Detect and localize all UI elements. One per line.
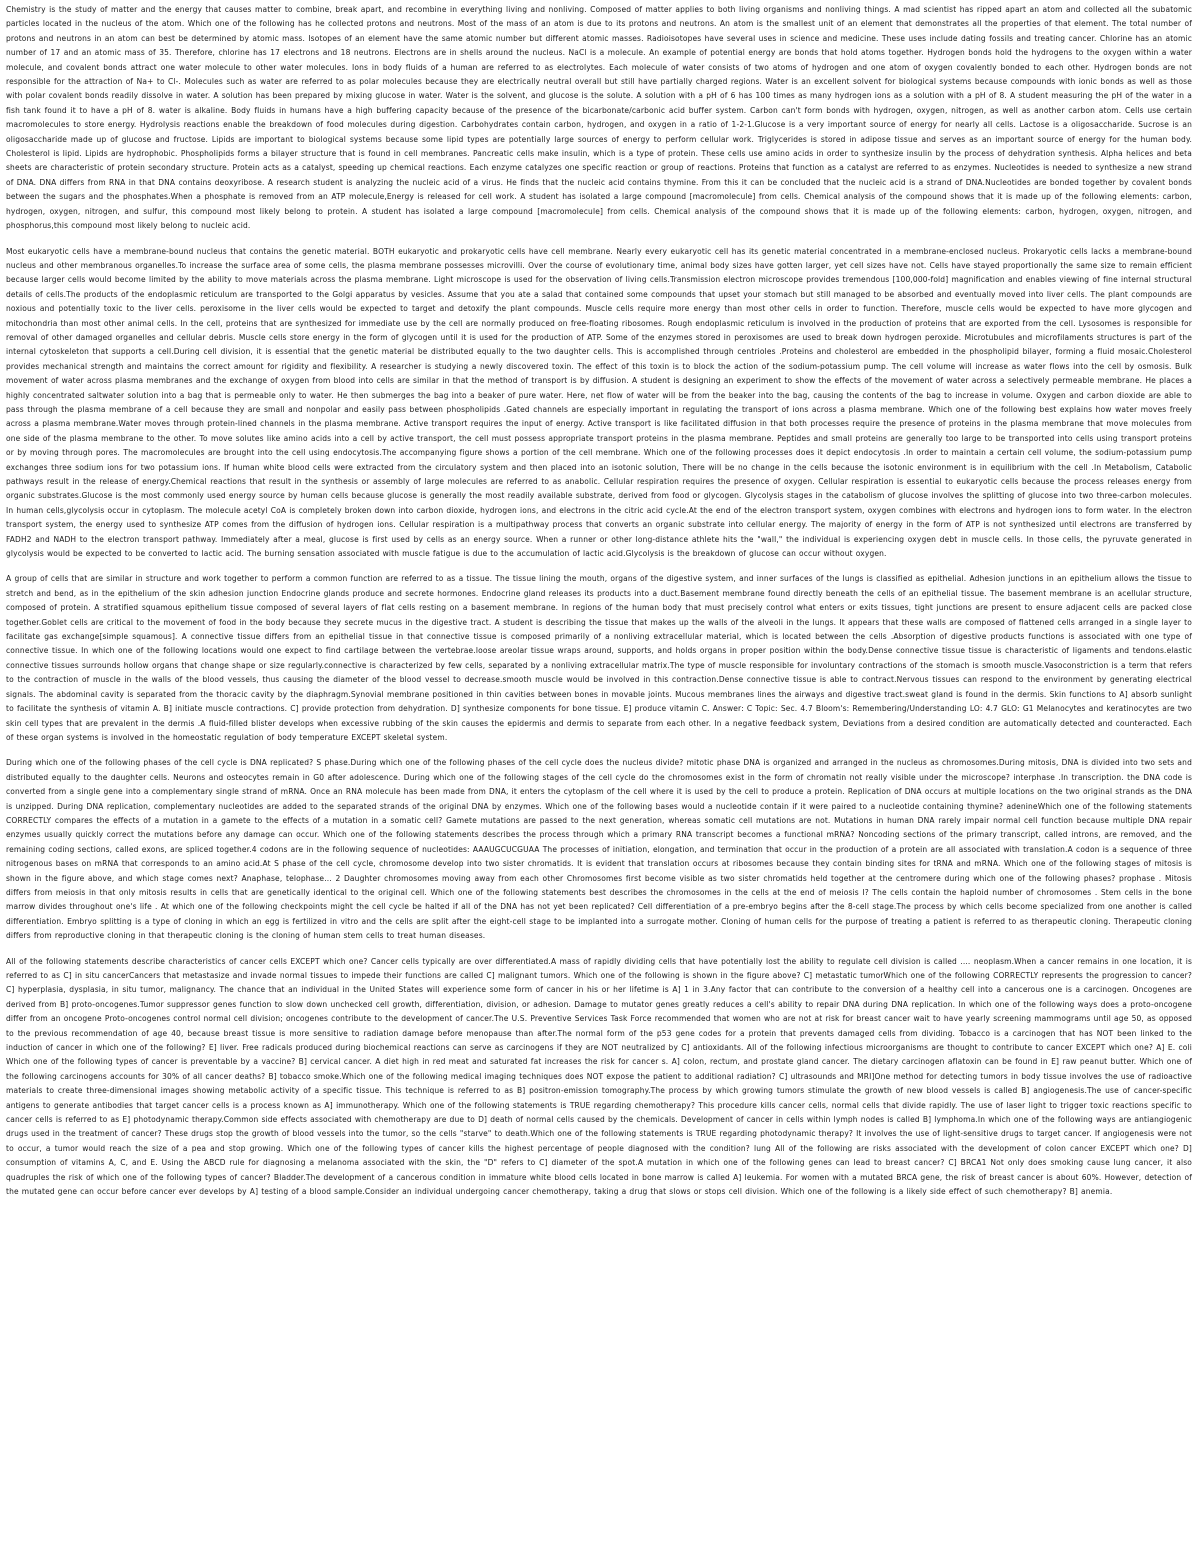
- paragraph-cancer: All of the following statements describe characteristics of cancer cells EXCEPT which one? Cancer cells typically are over differentiated.A mass of rapidly dividing cells that have potentially lost the ability to regulate cell division is called .... neoplasm.When a cancer remains in one location, it is referred to as C] in situ cancerCancers that metastasize and invade normal tissues to impede their functions are called C] malignant tumors. Which one of the following is shown in the figure above? C] metastatic tumorWhich one of the following CORRECTLY represents the progression to cancer? C] hyperplasia, dysplasia, in situ tumor, malignancy. The chance that an individual in the United States will experience some form of cancer in his or her lifetime is A] 1 in 3.Any factor that can contribute to the conversion of a healthy cell into a cancerous one is a carcinogen. Oncogenes are derived from B] proto-oncogenes.Tumor suppressor genes function to slow down unchecked cell growth, differentiation, division, or adhesion. Damage to mutator genes greatly reduces a cell's ability to repair DNA during DNA replication. In which one of the following ways does a proto-oncogene differ from an oncogene Proto-oncogenes control normal cell division; oncogenes contribute to the development of cancer.The U.S. Preventive Services Task Force recommended that women who are not at risk for breast cancer wait to have yearly screening mammograms until age 50, as opposed to the previous recommendation of age 40, because breast tissue is more sensitive to radiation damage before menopause than after.The normal form of the p53 gene codes for a protein that prevents damaged cells from dividing. Tobacco is a carcinogen that has NOT been linked to the induction of cancer in which one of the following? E] liver. Free radicals produced during biochemical reactions can serve as carcinogens if they are NOT neutralized by C] antioxidants. All of the following infectious microorganisms are thought to contribute to cancer EXCEPT which one? A] E. coli Which one of the following types of cancer is preventable by a vaccine? B] cervical cancer. A diet high in red meat and saturated fat increases the risk for cancer s. A] colon, rectum, and prostate gland cancer. The dietary carcinogen aflatoxin can be found in E] raw peanut butter. Which one of the following carcinogens accounts for 30% of all cancer deaths? B] tobacco smoke.Which one of the following medical imaging techniques does NOT expose the patient to additional radiation? C] ultrasounds and MRI]One method for detecting tumors in body tissue involves the use of radioactive materials to create three-dimensional images showing metabolic activity of a specific tissue. This technique is referred to as B] positron-emission tomography.The process by which growing tumors stimulate the growth of new blood vessels is called B] angiogenesis.The use of cancer-specific antigens to generate antibodies that target cancer cells is a process known as A] immunotherapy. Which one of the following statements is TRUE regarding chemotherapy? This procedure kills cancer cells, normal cells that divide rapidly. The use of laser light to trigger toxic reactions specific to cancer cells is referred to as E] photodynamic therapy.Common side effects associated with chemotherapy are due to D] death of normal cells caused by the chemicals. Development of cancer in cells within lymph nodes is called B] lymphoma.In which one of the following ways are antiangiogenic drugs used in the treatment of cancer? These drugs stop the growth of blood vessels into the tumor, so the cells "starve" to death.Which one of the following statements is TRUE regarding photodynamic therapy? It involves the use of light-sensitive drugs to target cancer. If angiogenesis were not to occur, a tumor would reach the size of a pea and stop growing. Which one of the following types of cancer kills the highest percentage of people diagnosed with the condition? lung All of the following are risks associated with the development of colon cancer EXCEPT which one? D] consumption of vitamins A, C, and E. Using the ABCD rule for diagnosing a melanoma associated with the skin, the "D" refers to C] diameter of the spot.A mutation in which one of the following genes can lead to breast cancer? C] BRCA1 Not only does smoking cause lung cancer, it also quadruples the risk of which one of the following types of cancer? Bladder.The development of a cancerous condition in immature white blood cells located in bone marrow is called A] leukemia. For women with a mutated BRCA gene, the risk of breast cancer is about 60%. However, detection of the mutated gene can occur before cancer ever develops by A] testing of a blood sample.Consider an individual undergoing cancer chemotherapy, taking a drug that slows or stops cell division. Which one of the following is a likely side effect of such chemotherapy? B] anemia.: [6, 956, 1192, 1197]
- paragraph-chemistry: Chemistry is the study of matter and the energy that causes matter to combine, break apart, and recombine in everything living and nonliving. Composed of matter applies to both living organisms and nonliving things. A mad scientist has ripped apart an atom and collected all the subatomic particles located in the nucleus of the atom. Which one of the following has he collected protons and neutrons. Most of the mass of an atom is due to its protons and neutrons. An atom is the smallest unit of an element that demonstrates all the properties of that element. The total number of protons and neutrons in an atom can best be determined by atomic mass. Isotopes of an element have the same atomic number but different atomic masses. Radioisotopes have several uses in science and medicine. These uses include dating fossils and treating cancer. Chlorine has an atomic number of 17 and an atomic mass of 35. Therefore, chlorine has 17 electrons and 18 neutrons. Electrons are in shells around the nucleus. NaCl is a molecule. An example of potential energy are bonds that hold atoms together. Hydrogen bonds hold the hydrogens to the oxygen within a water molecule, and covalent bonds attract one water molecule to other water molecules. Ions in body fluids of a human are referred to as electrolytes. Each molecule of water consists of two atoms of hydrogen and one atom of oxygen covalently bonded to each other. Hydrogen bonds are not responsible for the attraction of Na+ to Cl-. Molecules such as water are referred to as polar molecules because they are electrically neutral overall but still have partially charged regions. Water is an excellent solvent for biological systems because compounds with ionic bonds as well as those with polar covalent bonds readily dissolve in water. A solution has been prepared by mixing glucose in water. Water is the solvent, and glucose is the solute. A solution with a pH of 6 has 100 times as many hydrogen ions as a solution with a pH of 8. A student measuring the pH of the water in a fish tank found it to have a pH of 8. water is alkaline. Body fluids in humans have a high buffering capacity because of the presence of the bicarbonate/carbonic acid buffer system. Carbon can't form bonds with hydrogen, oxygen, nitrogen, as well as another carbon atom. Cells use certain macromolecules to store energy. Hydrolysis reactions enable the breakdown of food molecules during digestion. Carbohydrates contain carbon, hydrogen, and oxygen in a ratio of 1-2-1.Glucose is a very important source of energy for nearly all cells. Lactose is a oligosaccharide. Sucrose is an oligosaccharide made up of glucose and fructose. Lipids are important to biological systems because some lipid types are potentially large sources of energy to perform cellular work. Triglycerides is stored in adipose tissue and serves as an important source of energy for the human body. Cholesterol is lipid. Lipids are hydrophobic. Phospholipids forms a bilayer structure that is found in cell membranes. Pancreatic cells make insulin, which is a type of protein. These cells use amino acids in order to synthesize insulin by the process of dehydration synthesis. Alpha helices and beta sheets are characteristic of protein secondary structure. Protein acts as a catalyst, speeding up chemical reactions. Each enzyme catalyzes one specific reaction or group of reactions. Proteins that function as a catalyst are referred to as enzymes. Nucleotides is needed to synthesize a new strand of DNA. DNA differs from RNA in that DNA contains deoxyribose. A research student is analyzing the nucleic acid of a virus. He finds that the nucleic acid contains thymine. From this it can be concluded that the nucleic acid is a strand of DNA.Nucleotides are bonded together by covalent bonds between the sugars and the phosphates.When a phosphate is removed from an ATP molecule,Energy is released for cell work. A student has isolated a large compound [macromolecule] from cells. Chemical analysis of the compound shows that it is made up of the following elements: carbon, hydrogen, oxygen, nitrogen, and sulfur, this compound most likely belong to protein. A student has isolated a large compound [macromolecule] from cells. Chemical analysis of the compound shows that it is made up of the following elements: carbon, hydrogen, oxygen, nitrogen, and phosphorus,this compound most likely belong to nucleic acid.: [6, 5, 1192, 231]
- paragraph-cells: Most eukaryotic cells have a membrane-bound nucleus that contains the genetic material. BOTH eukaryotic and prokaryotic cells have cell membrane. Nearly every eukaryotic cell has its genetic material concentrated in a membrane-enclosed nucleus. Prokaryotic cells lacks a membrane-bound nucleus and other membranous organelles.To increase the surface area of some cells, the plasma membrane possesses microvilli. Over the course of evolutionary time, animal body sizes have gotten larger, yet cell sizes have not. Cells have stayed proportionally the same size to remain efficient because larger cells would become limited by the ability to move materials across the plasma membrane. Light microscope is used for the observation of living cells.Transmission electron microscope provides tremendous [100,000-fold] magnification and enables viewing of fine internal structural details of cells.The products of the endoplasmic reticulum are transported to the Golgi apparatus by vesicles. Assume that you ate a salad that contained some compounds that upset your stomach but still managed to be absorbed and eventually moved into liver cells. The plant compounds are noxious and potentially toxic to the liver cells. peroxisome in the liver cells would be expected to target and detoxify the plant compounds. Muscle cells require more energy than most other cells in order to function. Therefore, muscle cells would be expected to have more glycogen and mitochondria than most other animal cells. In the cell, proteins that are synthesized for immediate use by the cell are normally produced on free-floating ribosomes. Rough endoplasmic reticulum is involved in the production of proteins that are exported from the cell. Lysosomes is responsible for removal of other damaged organelles and cellular debris. Muscle cells store energy in the form of glycogen until it is used for the production of ATP. Some of the enzymes stored in peroxisomes are used to break down hydrogen peroxide. Microtubules and microfilaments structures is part of the internal cytoskeleton that supports a cell.During cell division, it is essential that the genetic material be distributed equally to the two daughter cells. This is accomplished through centrioles .Proteins and cholesterol are embedded in the phospholipid bilayer, forming a fluid mosaic.Cholesterol provides mechanical strength and maintains the correct amount for rigidity and flexibility. A researcher is studying a newly discovered toxin. The effect of this toxin is to block the action of the sodium-potassium pump. The cell volume will increase as water flows into the cell by osmosis. Bulk movement of water across plasma membranes and the exchange of oxygen from blood into cells are similar in that the method of transport is by diffusion. A student is designing an experiment to show the effects of the movement of water across a selectively permeable membrane. He places a highly concentrated saltwater solution into a bag that is permeable only to water. He then submerges the bag into a beaker of pure water. Here, net flow of water will be from the beaker into the bag, causing the contents of the bag to increase in volume. Oxygen and carbon dioxide are able to pass through the plasma membrane of a cell because they are small and nonpolar and easily pass between phospholipids .Gated channels are especially important in regulating the transport of ions across a plasma membrane. Which one of the following best explains how water moves freely across a plasma membrane.Water moves through protein-lined channels in the plasma membrane. Active transport requires the input of energy. Active transport is like facilitated diffusion in that both processes require the presence of proteins in the plasma membrane that move molecules from one side of the plasma membrane to the other. To move solutes like amino acids into a cell by active transport, the cell must possess appropriate transport proteins in the plasma membrane. Peptides and small proteins are generally too large to be transported into cells using transport proteins or by moving through pores. The macromolecules are brought into the cell using endocytosis.The accompanying figure shows a portion of the cell membrane. Which one of the following processes does it depict endocytosis .In order to maintain a certain cell volume, the sodium-potassium pump exchanges three sodium ions for two potassium ions. If human white blood cells were extracted from the circulatory system and then placed into an isotonic solution, There will be no change in the cells because the isotonic environment is in equilibrium with the cell .In Metabolism, Catabolic pathways result in the release of energy.Chemical reactions that result in the synthesis or assembly of large molecules are referred to as anabolic. Cellular respiration requires the presence of oxygen. Cellular respiration is essential to eukaryotic cells because the process releases energy from organic substrates.Glucose is the most commonly used energy source by human cells because glucose is generally the most readily available substrate, derived from food or glycogen. Glycolysis stages in the catabolism of glucose involves the splitting of glucose into two three-carbon molecules. In human cells,glycolysis occur in cytoplasm. The molecule acetyl CoA is completely broken down into carbon dioxide, hydrogen ions, and electrons in the citric acid cycle.At the end of the electron transport system, oxygen combines with electrons and hydrogen ions to form water. In the electron transport system, the energy used to synthesize ATP comes from the diffusion of hydrogen ions. Cellular respiration is a multipathway process that converts an organic substrate into cellular energy. The majority of energy in the form of ATP is not synthesized until electrons are transferred by FADH2 and NADH to the electron transport pathway. Immediately after a meal, glucose is first used by cells as an energy source. When a runner or other long-distance athlete hits the "wall," the individual is experiencing oxygen debt in muscle cells. In those cells, the pyruvate generated in glycolysis would be expected to be converted to lactic acid. The burning sensation associated with muscle fatigue is due to the accumulation of lactic acid.Glycolysis is the breakdown of glucose can occur without oxygen.: [6, 246, 1192, 559]
- paragraph-tissues: A group of cells that are similar in structure and work together to perform a common function are referred to as a tissue. The tissue lining the mouth, organs of the digestive system, and inner surfaces of the lungs is classified as epithelial. Adhesion junctions in an epithelium allows the tissue to stretch and bend, as in the epithelium of the skin adhesion junction Endocrine glands produce and secrete hormones. Endocrine gland releases its products into a duct.Basement membrane found directly beneath the cells of an epithelial tissue. The basement membrane is an acellular structure, composed of protein. A stratified squamous epithelium tissue composed of several layers of flat cells resting on a basement membrane. In regions of the human body that must precisely control what enters or exits tissues, tight junctions are present to ensure adjacent cells are packed close together.Goblet cells are critical to the movement of food in the body because they secrete mucus in the digestive tract. A student is describing the tissue that makes up the walls of the alveoli in the lungs. It appears that these walls are composed of flattened cells arranged in a single layer to facilitate gas exchange[simple squamous]. A connective tissue differs from an epithelial tissue in that connective tissue is composed primarily of a nonliving extracellular material, which is located between the cells .Absorption of digestive products functions is associated with one type of connective tissue. In which one of the following locations would one expect to find cartilage between the vertebrae.loose areolar tissue wraps around, supports, and holds organs in proper position within the body.Dense connective tissue tissue is characteristic of ligaments and tendons.elastic connective tissues surrounds hollow organs that change shape or size regularly.connective is characterized by few cells, separated by a nonliving extracellular matrix.The type of muscle responsible for involuntary contractions of the stomach is smooth muscle.Vasoconstriction is a term that refers to the contraction of muscle in the walls of the blood vessels, thus causing the diameter of the blood vessel to decrease.smooth muscle would be involved in this contraction.Dense connective tissue is able to contract.Nervous tissues can respond to the environment by generating electrical signals. The abdominal cavity is separated from the thoracic cavity by the diaphragm.Synovial membrane positioned in thin cavities between bones in movable joints. Mucous membranes lines the airways and digestive tract.sweat gland is found in the dermis. Skin functions to A] absorb sunlight to facilitate the synthesis of vitamin A. B] initiate muscle contractions. C] provide protection from dehydration. D] synthesize components for bone tissue. E] produce vitamin C. Answer: C Topic: Sec. 4.7 Bloom's: Remembering/Understanding LO: 4.7 GLO: G1 Melanocytes and keratinocytes are two skin cell types that are prevalent in the dermis .A fluid-filled blister develops when excessive rubbing of the skin causes the epidermis and dermis to separate from each other. In a negative feedback system, Deviations from a desired condition are automatically detected and counteracted. Each of these organ systems is involved in the homeostatic regulation of body temperature EXCEPT skeletal system.: [6, 574, 1192, 742]
- paragraph-cell-cycle: During which one of the following phases of the cell cycle is DNA replicated? S phase.During which one of the following phases of the cell cycle does the nucleus divide? mitotic phase DNA is organized and arranged in the nucleus as chromosomes.During mitosis, DNA is divided into two sets and distributed equally to the daughter cells. Neurons and osteocytes remain in G0 after adolescence. During which one of the following stages of the cell cycle do the chromosomes exist in the form of chromatin not really visible under the microscope? interphase .In transcription. the DNA code is converted from a single gene into a complementary single strand of mRNA. Once an RNA molecule has been made from DNA, it enters the cytoplasm of the cell where it is used by the cell to produce a protein. Replication of DNA occurs at multiple locations on the two original strands as the DNA is unzipped. During DNA replication, complementary nucleotides are added to the separated strands of the original DNA by enzymes. Which one of the following bases would a nucleotide contain if it were paired to a nucleotide containing thymine? adenineWhich one of the following statements CORRECTLY compares the effects of a mutation in a gamete to the effects of a mutation in a somatic cell? Gamete mutations are passed to the next generation, whereas somatic cell mutations are not. Mutations in human DNA rarely impair normal cell function because multiple DNA repair enzymes usually quickly correct the mutations before any damage can occur. Which one of the following statements describes the process through which a primary RNA transcript becomes a functional mRNA? Noncoding sections of the primary transcript, called introns, are removed, and the remaining coding sections, called exons, are spliced together.4 codons are in the following sequence of nucleotides: AAAUGCUCGUAA The processes of initiation, elongation, and termination that occur in the production of a protein are all associated with translation.A codon is a sequence of three nitrogenous bases on mRNA that corresponds to an amino acid.At S phase of the cell cycle, chromosome develop into two sister chromatids. It is evident that translation occurs at ribosomes because they contain binding sites for tRNA and mRNA. Which one of the following stages of mitosis is shown in the figure above, and which stage comes next? Anaphase, telophase... 2 Daughter chromosomes moving away from each other Chromosomes first become visible as two sister chromatids held together at the centromere during which one of the following phases? prophase . Mitosis differs from meiosis in that only mitosis results in cells that are genetically identical to the original cell. Which one of the following statements best describes the chromosomes in the cells at the end of meiosis I? The cells contain the haploid number of chromosomes . Stem cells in the bone marrow divides throughout one's life . At which one of the following checkpoints might the cell cycle be halted if all of the DNA has not yet been replicated? Cell differentiation of a pre-embryo begins after the 8-cell stage.The process by which cells become specialized from one another is called differentiation. Embryo splitting is a type of cloning in which an egg is fertilized in vitro and the cells are split after the eight-cell stage to be implanted into a surrogate mother. Cloning of human cells for the purpose of treating a patient is referred to as therapeutic cloning. Therapeutic cloning differs from reproductive cloning in that therapeutic cloning is the cloning of human stem cells to treat human diseases.: [6, 758, 1192, 941]
